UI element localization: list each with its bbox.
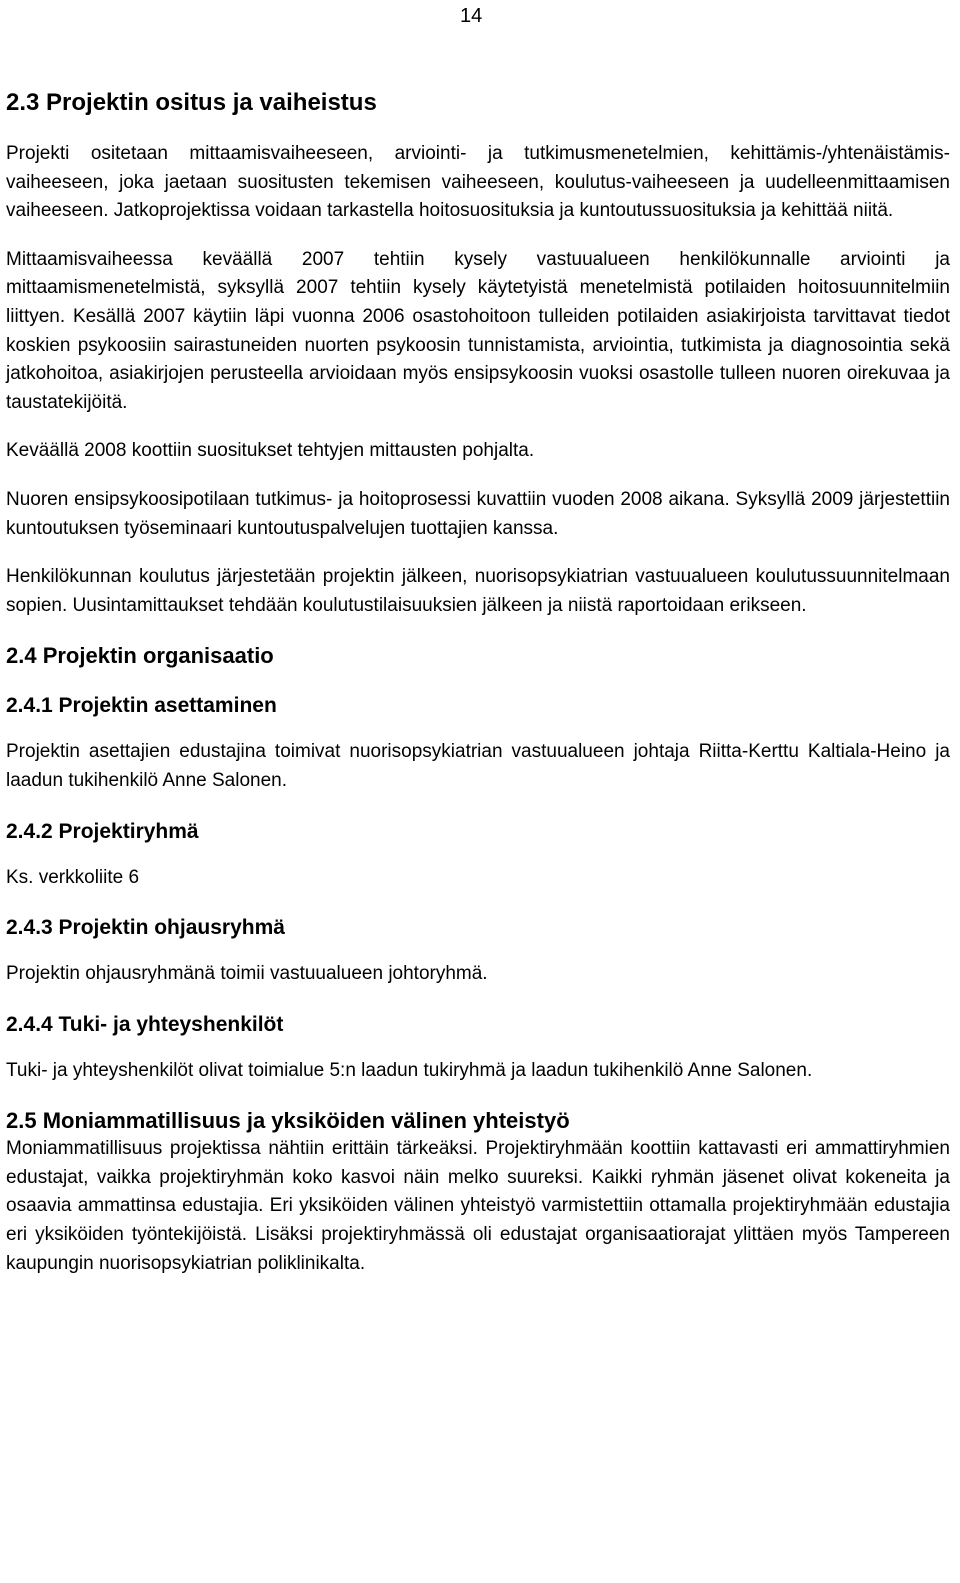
section-heading-2-4: 2.4 Projektin organisaatio <box>6 643 274 669</box>
subsection-heading-2-4-1: 2.4.1 Projektin asettaminen <box>6 694 277 718</box>
page-number: 14 <box>460 5 483 27</box>
paragraph-projektiryhma: Ks. verkkoliite 6 <box>6 866 140 888</box>
paragraph-ositus: Projekti ositetaan mittaamisvaiheeseen, arviointi- ja tutkimusmenetelmien, kehittämis-/yhtenäistämis- vaiheeseen, joka jaetaan suositusten tekemisen vaiheeseen, koulutus-vaiheeseen ja uudelleenmittaamisen vaiheeseen. Jatkoprojektissa voidaan tarkastella hoitosuosituksia ja kuntoutussuosituksia ja kehittää niitä. <box>6 143 950 222</box>
paragraph-koulutus: Henkilökunnan koulutus järjestetään projektin jälkeen, nuorisopsykiatrian vastuualueen koulutussuunnitelmaan sopien. Uusintamittaukset tehdään koulutustilaisuuksien jälkeen ja niistä raportoidaan erikseen. <box>6 566 950 616</box>
paragraph-hoitoprosessi: Nuoren ensipsykoosipotilaan tutkimus- ja hoitoprosessi kuvattiin vuoden 2008 aikana. Syksyllä 2009 järjestettiin kuntoutuksen työseminaari kuntoutuspalvelujen tuottajien kanssa. <box>6 488 950 539</box>
paragraph-moniammatillisuus: Moniammatillisuus projektissa nähtiin erittäin tärkeäksi. Projektiryhmään koottiin kattavasti eri ammattiryhmien edustajat, vaikka projektiryhmän koko kasvoi näin melko suureksi. Kaikki ryhmän jäsenet olivat kokeneita ja osaavia ammattinsa edustajia. Eri yksiköiden välinen yhteistyö varmistettiin ottamalla projektiryhmään edustajia eri yksiköiden työntekijöistä. Lisäksi projektiryhmässä oli edustajat organisaatiorajat ylittäen myös Tampereen kaupungin nuorisopsykiatrian poliklinikalta. <box>6 1138 950 1274</box>
paragraph-tukihenkilot: Tuki- ja yhteyshenkilöt olivat toimialue 5:n laadun tukiryhmä ja laadun tukihenkilö Anne Salonen. <box>6 1059 813 1081</box>
paragraph-mittaamisvaihe: Mittaamisvaiheessa keväällä 2007 tehtiin kysely vastuualueen henkilökunnalle arviointi ja mittaamismenetelmistä, syksyllä 2007 tehtiin kysely käytetyistä menetelmistä potilaiden hoitosuunnitelmiin liittyen. Kesällä 2007 käytiin läpi vuonna 2006 osastohoitoon tulleiden potilaiden asiakirjoista tarvittavat tiedot koskien psykoosiin sairastuneiden nuorten psykoosin tunnistamista, arviointia, tutkimista ja diagnosointia sekä jatkohoitoa, asiakirjojen perusteella arvioidaan myös ensipsykoosin vuoksi osastolle tulleen nuoren oirekuvaa ja taustatekijöitä. <box>6 248 950 413</box>
paragraph-ohjausryhma: Projektin ohjausryhmänä toimii vastuualueen johtoryhmä. <box>6 963 488 985</box>
document-body <box>6 88 950 1278</box>
subsection-heading-2-4-3: 2.4.3 Projektin ohjausryhmä <box>6 916 285 940</box>
subsection-heading-2-4-2: 2.4.2 Projektiryhmä <box>6 819 199 843</box>
section-heading-2-5: 2.5 Moniammatillisuus ja yksiköiden välinen yhteistyö <box>6 1108 570 1134</box>
paragraph-asettaminen: Projektin asettajien edustajina toimivat nuorisopsykiatrian vastuualueen johtaja Riitta-Kerttu Kaltiala-Heino ja laadun tukihenkilö Anne Salonen. <box>6 741 950 791</box>
paragraph-suositukset: Keväällä 2008 koottiin suositukset tehtyjen mittausten pohjalta. <box>6 440 535 462</box>
subsection-heading-2-4-4: 2.4.4 Tuki- ja yhteyshenkilöt <box>6 1012 284 1036</box>
section-heading-2-3: 2.3 Projektin ositus ja vaiheistus <box>6 89 377 116</box>
